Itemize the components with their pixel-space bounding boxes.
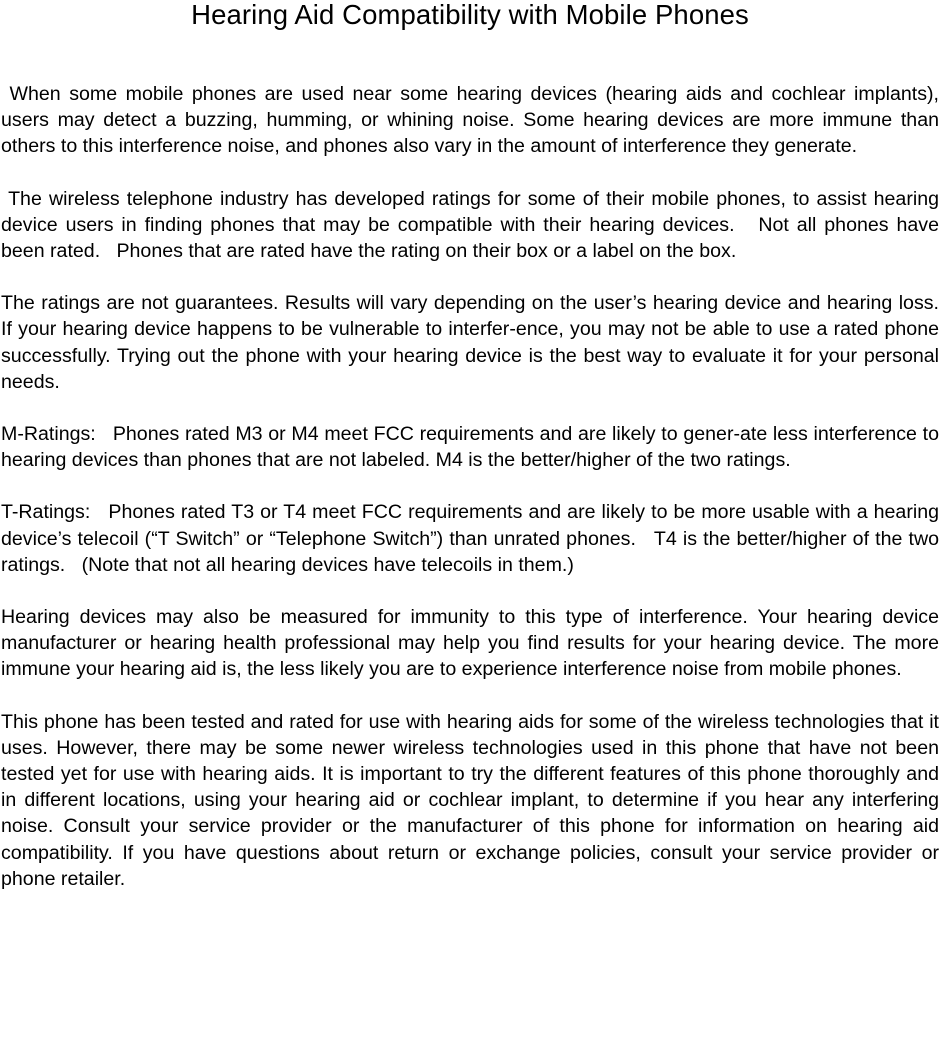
paragraph-immunity: Hearing devices may also be measured for immunity to this type of interference. Your hearing device manufacturer or hearing health professional may help you find results for your hearing device. The more immune your hearing aid is, the less likely you are to experience interference noise from mobile phones. <box>1 606 939 681</box>
paragraph-interference-intro: When some mobile phones are used near some hearing devices (hearing aids and cochlear implants), users may detect a buzzing, humming, or whining noise. Some hearing devices are more immune than others to this interference noise, and phones also vary in the amount of interference they generate. <box>1 83 939 158</box>
paragraph-t-ratings: T-Ratings: Phones rated T3 or T4 meet FCC requirements and are likely to be more usable with a hearing device’s telecoil (“T Switch” or “Telephone Switch”) than unrated phones. T4 is the better/higher of the two ratings. (Note that not all hearing devices have telecoils in them.) <box>1 501 939 576</box>
paragraph-ratings-not-guarantees: The ratings are not guarantees. Results will vary depending on the user’s hearing device and hearing loss. If your hearing device happens to be vulnerable to interfer-ence, you may not be able to use a rated phone successfully. Trying out the phone with your hearing device is the best way to evaluate it for your personal needs. <box>1 292 939 393</box>
page-title: Hearing Aid Compatibility with Mobile Phones <box>191 0 749 30</box>
paragraph-m-ratings: M-Ratings: Phones rated M3 or M4 meet FCC requirements and are likely to gener-ate less interference to hearing devices than phones that are not labeled. M4 is the better/higher of the two ratings. <box>1 423 939 472</box>
paragraph-industry-ratings: The wireless telephone industry has developed ratings for some of their mobile phones, to assist hearing device users in finding phones that may be compatible with their hearing devices. Not all phones have been rated. Phones that are rated have the rating on their box or a label on the box. <box>1 187 939 263</box>
document-body <box>1 34 939 892</box>
paragraph-phone-tested: This phone has been tested and rated for use with hearing aids for some of the wireless technologies that it uses. However, there may be some newer wireless technologies used in this phone that have not been tested yet for use with hearing aids. It is important to try the different features of this phone thoroughly and in different locations, using your hearing aid or cochlear implant, to determine if you hear any interfering noise. Consult your service provider or the manufacturer of this phone for information on hearing aid compatibility. If you have questions about return or exchange policies, consult your service provider or phone retailer. <box>1 710 939 890</box>
